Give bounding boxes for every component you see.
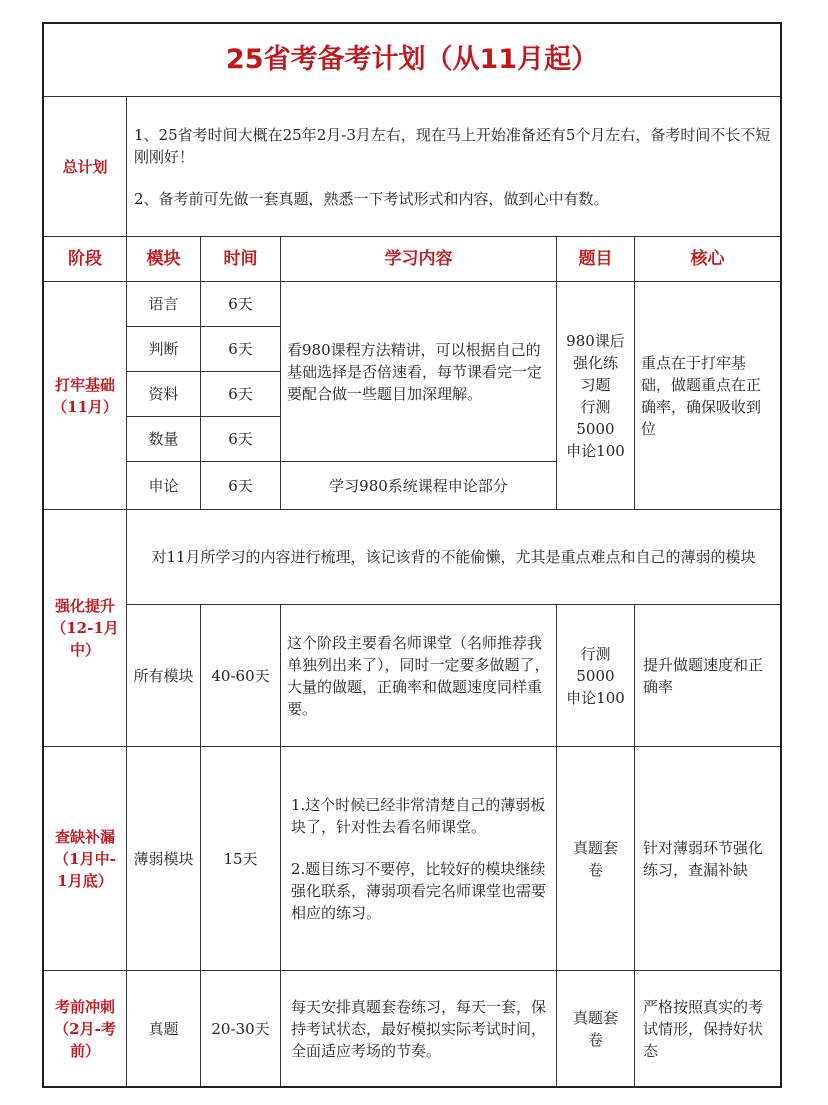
study-content: 这个阶段主要看名师课堂（名师推荐我单独列出来了），同时一定要多做题了，大量的做题，正确率和做题速度同样重要。 — [281, 605, 557, 747]
overall-plan-item-2: 2、备考前可先做一套真题，熟悉一下考试形式和内容，做到心中有数。 — [134, 189, 609, 208]
module-cell: 薄弱模块 — [127, 747, 201, 971]
study-content: 看980课程方法精讲，可以根据自己的基础选择是否倍速看，每节课看完一定要配合做一些题目加深理解。 — [281, 282, 557, 462]
header-questions: 题目 — [557, 237, 635, 282]
module-cell: 真题 — [127, 971, 201, 1086]
stage-name: 强化提升 （12-1月 中） — [44, 510, 127, 747]
study-content-item-2: 2.题目练习不要停，比较好的模块继续强化联系，薄弱项看完名师课堂也需要相应的练习。 — [291, 859, 547, 922]
module-cell: 判断 — [127, 327, 201, 372]
module-cell: 数量 — [127, 417, 201, 462]
header-stage: 阶段 — [44, 237, 127, 282]
overall-plan-label: 总计划 — [44, 97, 127, 237]
stage-name: 考前冲刺 （2月-考 前） — [44, 971, 127, 1086]
study-content — [281, 747, 557, 971]
time-cell: 6天 — [201, 282, 281, 327]
stage-name: 打牢基础 （11月） — [44, 282, 127, 510]
overall-plan-item-1: 1、25省考时间大概在25年2月-3月左右，现在马上开始准备还有5个月左右，备考时间不长不短刚刚好！ — [134, 125, 771, 166]
time-cell: 6天 — [201, 327, 281, 372]
question-cell: 980课后 强化练 习题 行测 5000 申论100 — [557, 282, 635, 510]
time-cell: 15天 — [201, 747, 281, 971]
module-cell: 申论 — [127, 462, 201, 510]
module-cell: 所有模块 — [127, 605, 201, 747]
header-time: 时间 — [201, 237, 281, 282]
plan-table — [42, 22, 782, 1088]
time-cell: 20-30天 — [201, 971, 281, 1086]
time-cell: 6天 — [201, 372, 281, 417]
page-title: 25省考备考计划（从11月起） — [44, 24, 780, 97]
study-content: 学习980系统课程申论部分 — [281, 462, 557, 510]
module-cell: 资料 — [127, 372, 201, 417]
question-cell: 真题套 卷 — [557, 747, 635, 971]
header-module: 模块 — [127, 237, 201, 282]
time-cell: 6天 — [201, 462, 281, 510]
header-core: 核心 — [635, 237, 780, 282]
study-content: 每天安排真题套卷练习，每天一套，保持考试状态，最好模拟实际考试时间，全面适应考场的节奏。 — [281, 971, 557, 1086]
time-cell: 6天 — [201, 417, 281, 462]
core-cell: 严格按照真实的考试情形，保持好状态 — [643, 997, 764, 1060]
overall-plan-text — [127, 97, 780, 237]
core-cell: 重点在于打牢基础，做题重点在正确率，确保吸收到位 — [635, 282, 780, 510]
stage-note: 对11月所学习的内容进行梳理，该记该背的不能偷懒，尤其是重点难点和自己的薄弱的模块 — [127, 510, 780, 605]
header-content: 学习内容 — [281, 237, 557, 282]
study-content-item-1: 1.这个时候已经非常清楚自己的薄弱板块了，针对性去看名师课堂。 — [291, 795, 546, 836]
module-cell: 语言 — [127, 282, 201, 327]
core-cell: 针对薄弱环节强化练习，查漏补缺 — [635, 747, 780, 971]
core-cell: 提升做题速度和正确率 — [635, 605, 780, 747]
question-cell: 行测 5000 申论100 — [557, 605, 635, 747]
question-cell: 真题套 卷 — [557, 971, 635, 1086]
time-cell: 40-60天 — [201, 605, 281, 747]
stage-name: 查缺补漏 （1月中- 1月底） — [44, 747, 127, 971]
